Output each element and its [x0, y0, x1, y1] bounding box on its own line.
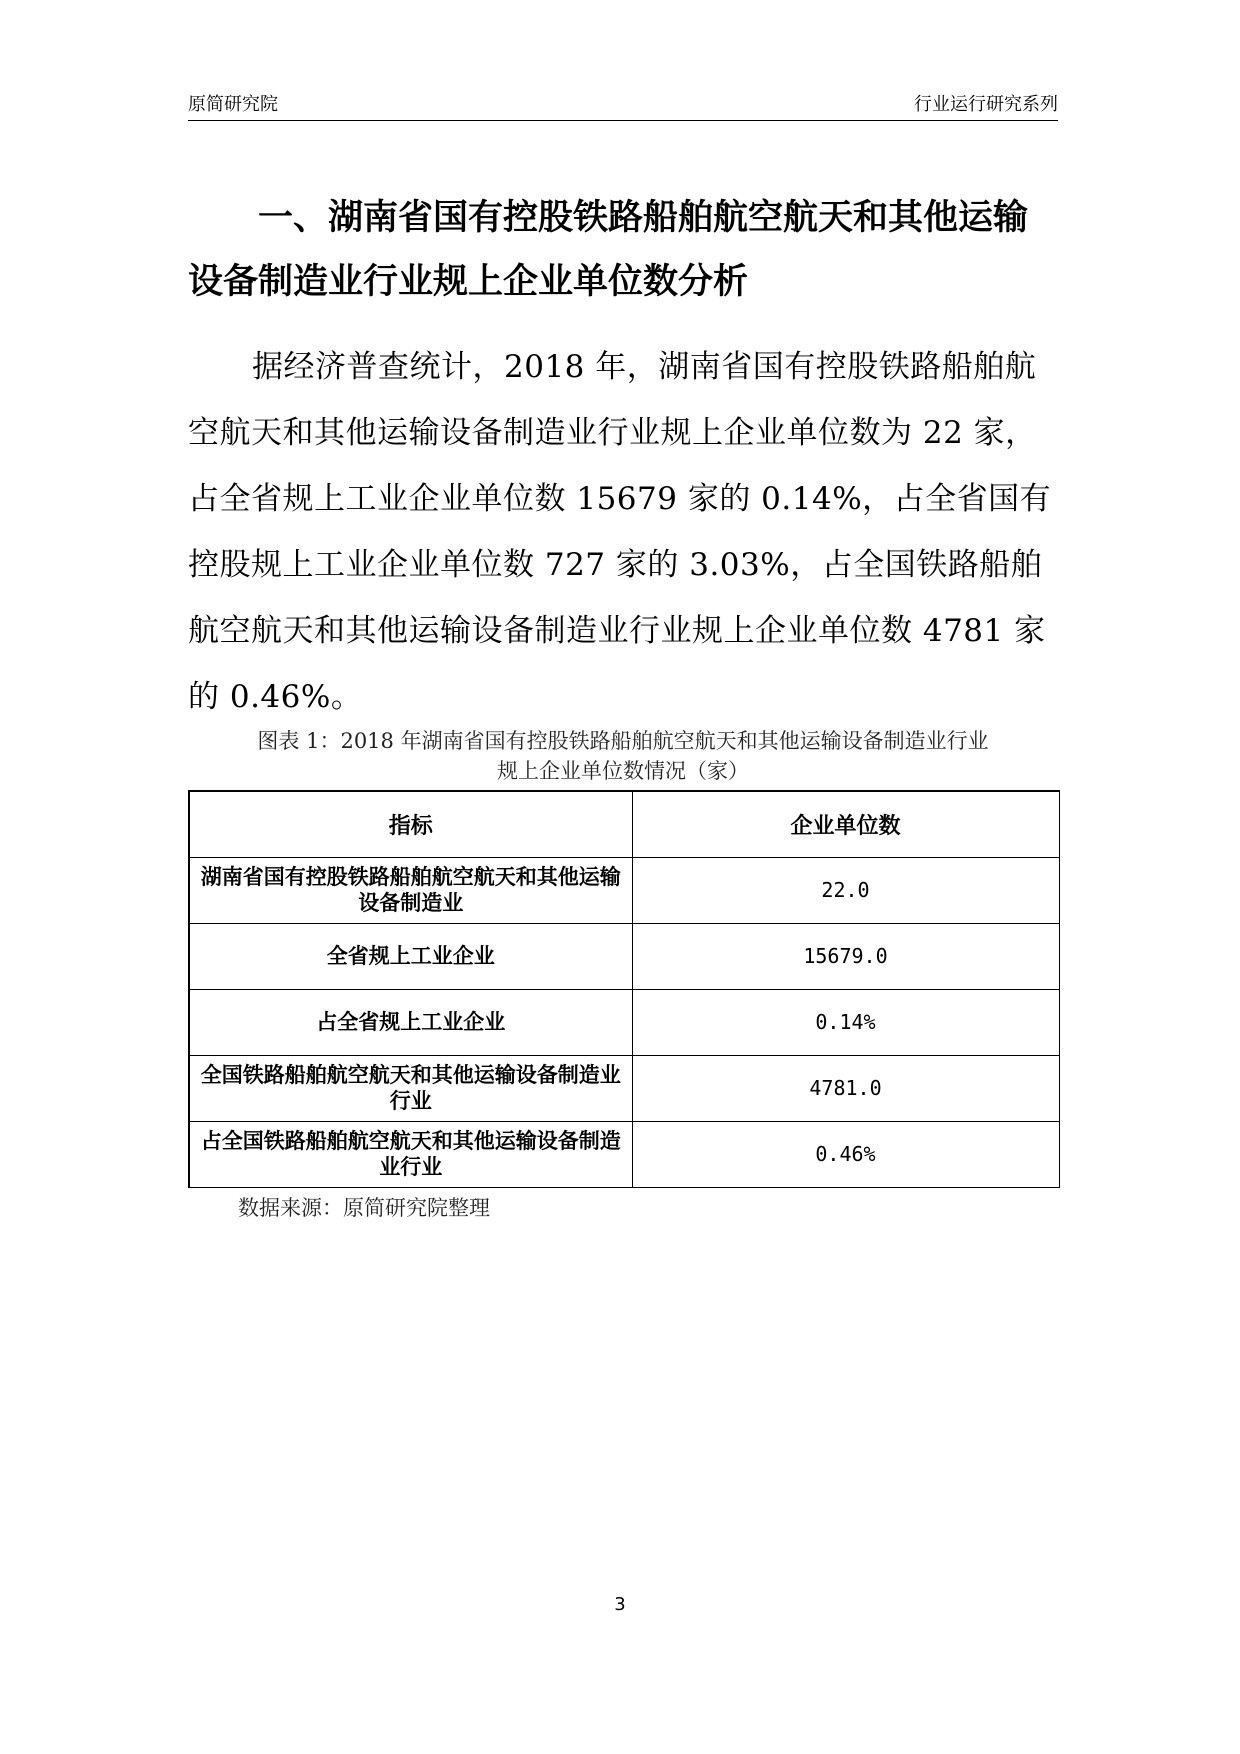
page-header: [188, 86, 1058, 121]
table-row: [189, 923, 1059, 989]
row-label: 全国铁路船舶航空航天和其他运输设备制造业行业: [189, 1055, 632, 1121]
header-series-name: 行业运行研究系列: [914, 94, 1058, 115]
data-table: [188, 790, 1060, 1188]
row-value: 0.46%: [632, 1121, 1059, 1187]
table-caption: [188, 726, 1058, 786]
column-header-unit-count: 企业单位数: [632, 791, 1059, 857]
table-row: [189, 1121, 1059, 1187]
table-header-row: [189, 791, 1059, 857]
table-row: [189, 989, 1059, 1055]
row-value: 15679.0: [632, 923, 1059, 989]
row-label: 占全国铁路船舶航空航天和其他运输设备制造业行业: [189, 1121, 632, 1187]
row-label: 占全省规上工业企业: [189, 989, 632, 1055]
row-value: 22.0: [632, 857, 1059, 923]
header-org-name: 原简研究院: [188, 94, 278, 115]
data-source-note: 数据来源：原简研究院整理: [238, 1196, 490, 1220]
body-paragraph: 据经济普查统计，2018 年，湖南省国有控股铁路船舶航空航天和其他运输设备制造业行业规上企业单位数为 22 家，占全省规上工业企业单位数 15679 家的 0.14%，占全省国有控股规上工业企业单位数 727 家的 3.03%，占全国铁路船舶航空航天和其他运输设备制造业行业规上企业单位数 4781 家的 0.46%。: [188, 349, 1052, 715]
table-caption-line-2: 规上企业单位数情况（家）: [497, 759, 749, 783]
row-value: 0.14%: [632, 989, 1059, 1055]
page-number: 3: [614, 1594, 626, 1615]
section-title: 一、湖南省国有控股铁路船舶航空航天和其他运输设备制造业行业规上企业单位数分析: [188, 198, 1029, 302]
column-header-indicator: 指标: [189, 791, 632, 857]
row-label: 湖南省国有控股铁路船舶航空航天和其他运输设备制造业: [189, 857, 632, 923]
row-label: 全省规上工业企业: [189, 923, 632, 989]
row-value: 4781.0: [632, 1055, 1059, 1121]
table-row: [189, 1055, 1059, 1121]
table-row: [189, 857, 1059, 923]
table-caption-line-1: 图表 1：2018 年湖南省国有控股铁路船舶航空航天和其他运输设备制造业行业: [257, 729, 989, 753]
